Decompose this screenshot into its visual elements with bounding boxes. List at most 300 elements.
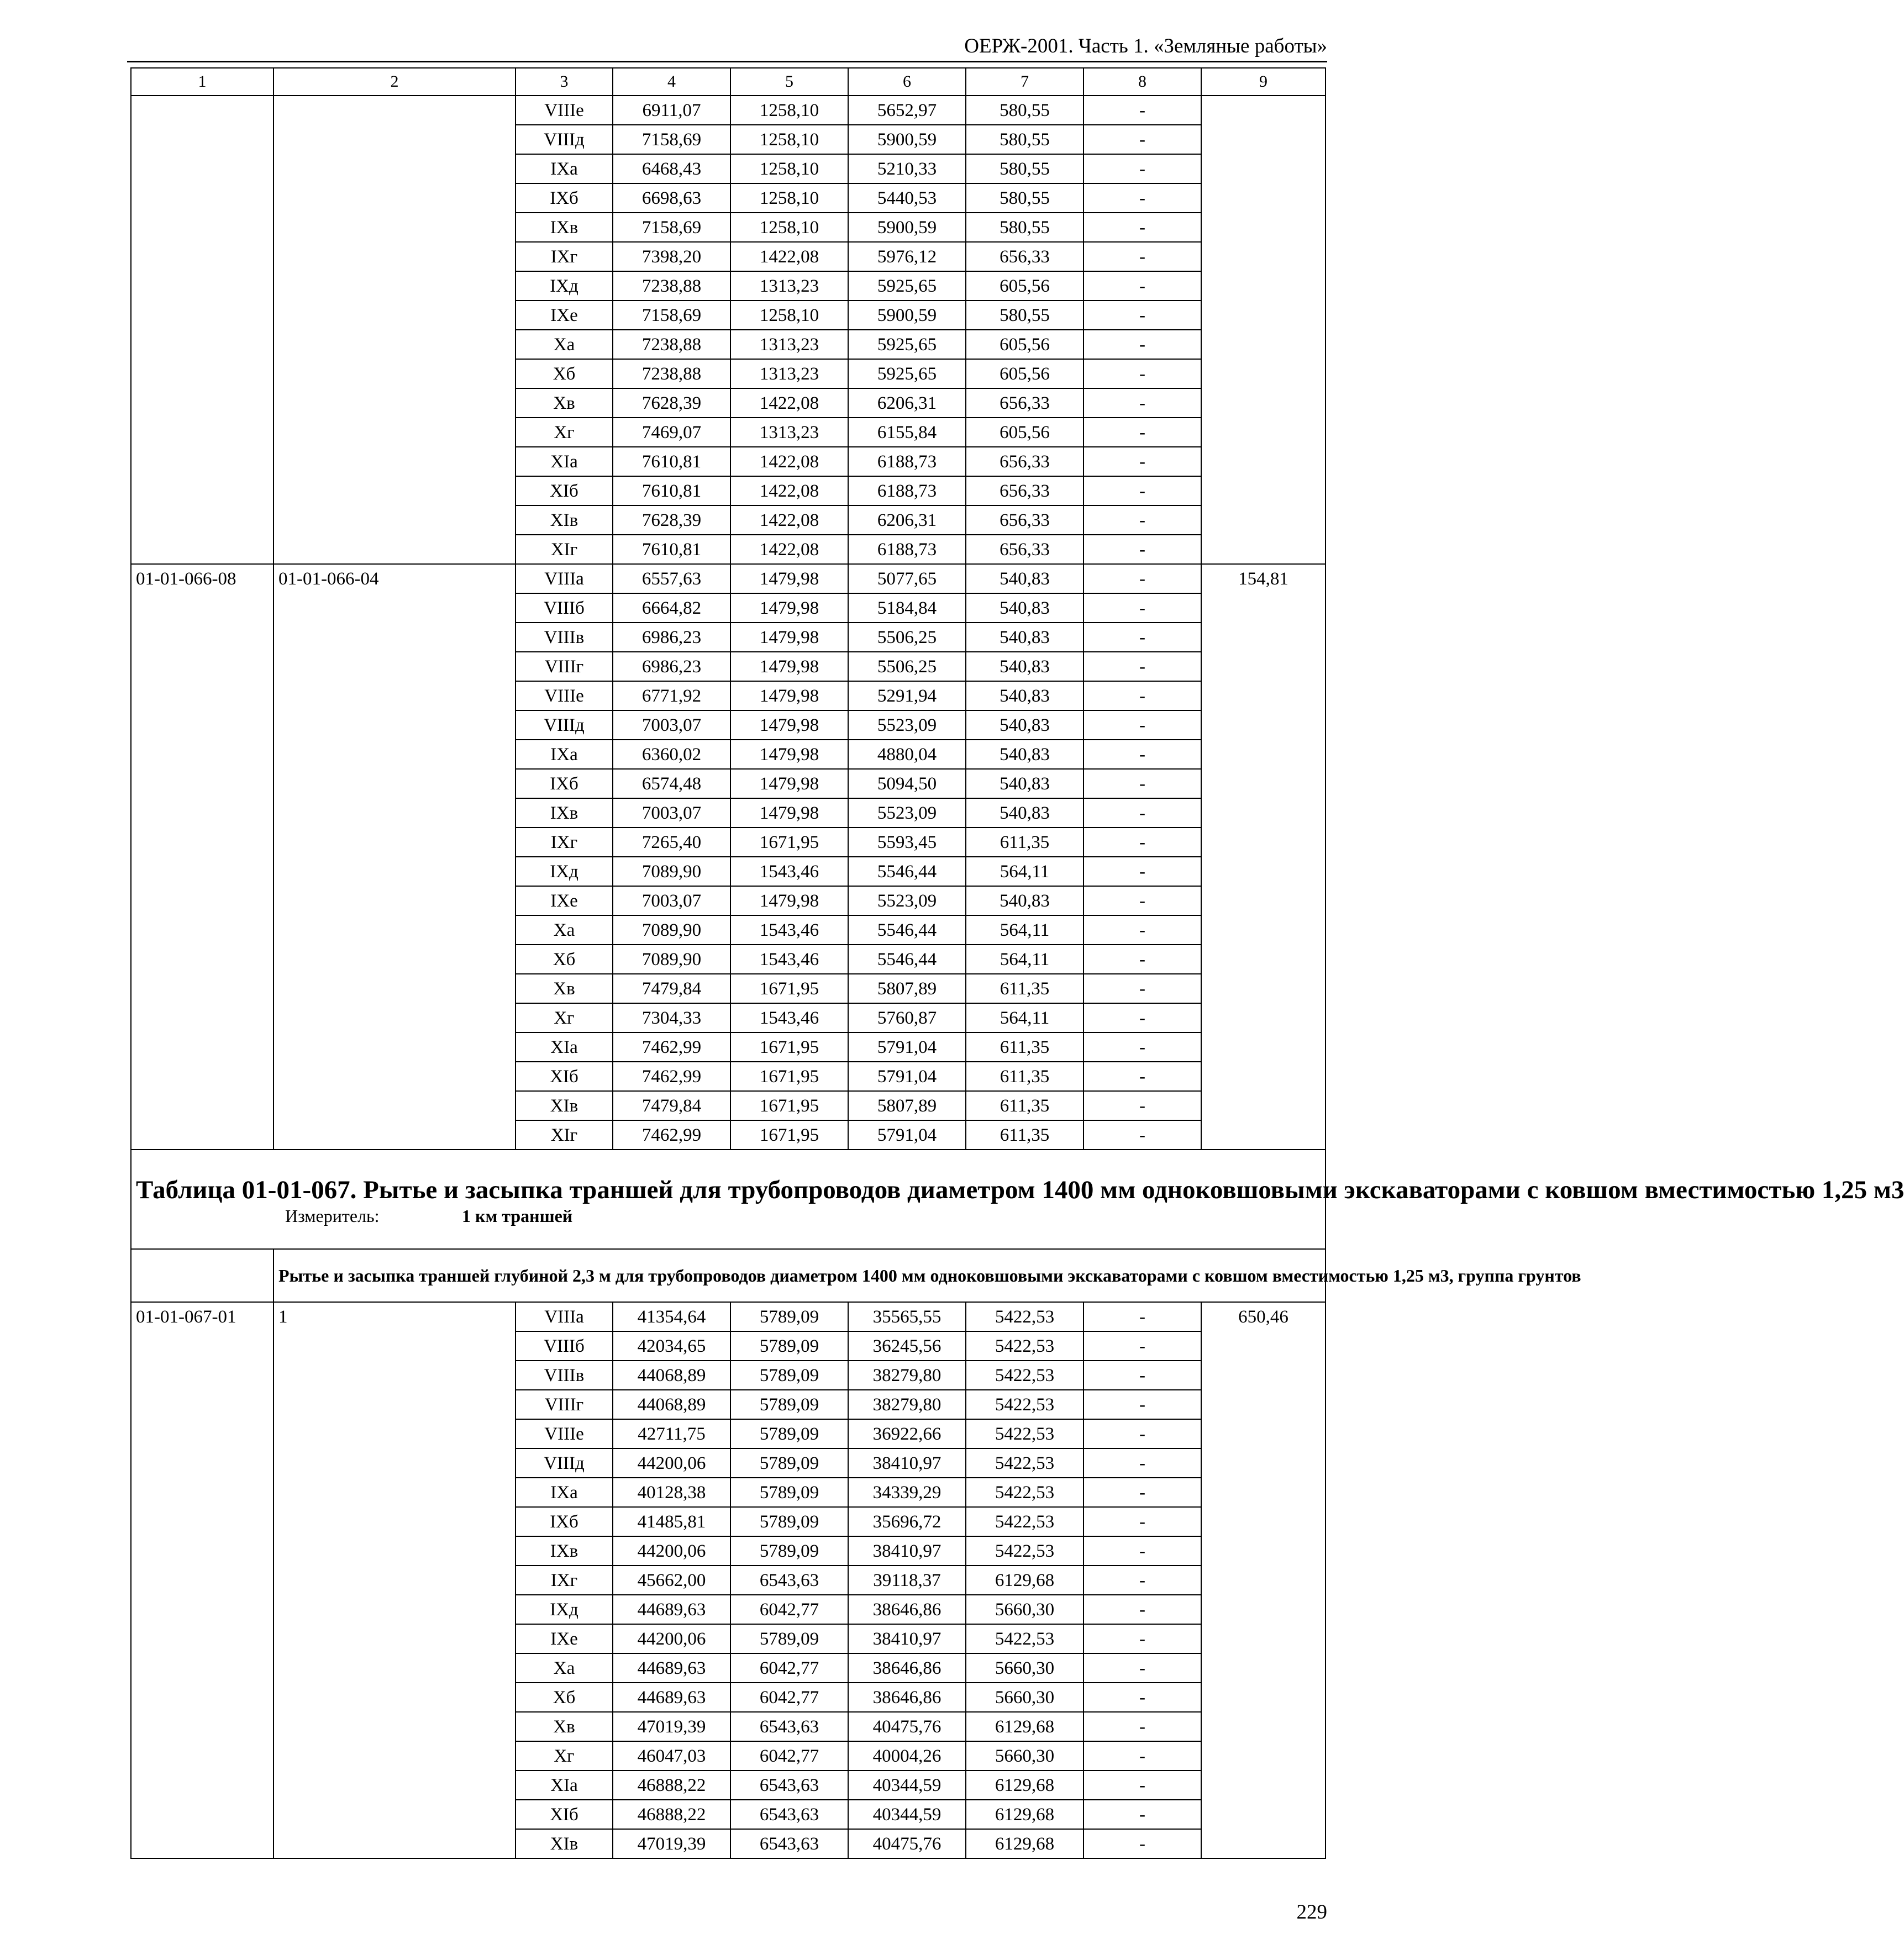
rate-code-cell (131, 623, 273, 652)
material-cost-cell: - (1084, 447, 1201, 476)
labor-cost-cell (1201, 1741, 1326, 1771)
material-cost-cell: - (1084, 1800, 1201, 1829)
direct-cost-cell: 7462,99 (613, 1062, 730, 1091)
base-code-cell (273, 213, 516, 242)
material-cost-cell: - (1084, 1478, 1201, 1507)
machinist-wage-cell: 540,83 (966, 564, 1084, 593)
machine-cost-cell: 5652,97 (848, 96, 966, 125)
base-code-cell (273, 681, 516, 710)
base-code-cell (273, 769, 516, 798)
wage-cell: 1671,95 (730, 1062, 848, 1091)
labor-cost-cell (1201, 1331, 1326, 1361)
table-row (131, 505, 1326, 535)
machinist-wage-cell: 580,55 (966, 154, 1084, 183)
base-code-cell (273, 1091, 516, 1120)
machinist-wage-cell: 5660,30 (966, 1653, 1084, 1683)
soil-group-cell: Xв (516, 974, 613, 1003)
rate-code-cell (131, 798, 273, 828)
machinist-wage-cell: 540,83 (966, 681, 1084, 710)
table-067-body (131, 1302, 1326, 1858)
material-cost-cell: - (1084, 1595, 1201, 1624)
material-cost-cell: - (1084, 418, 1201, 447)
material-cost-cell: - (1084, 1331, 1201, 1361)
labor-cost-cell (1201, 1829, 1326, 1858)
page-number: 229 (1296, 1901, 1327, 1924)
rate-code-cell (131, 447, 273, 476)
base-code-cell (273, 798, 516, 828)
machine-cost-cell: 5807,89 (848, 1091, 966, 1120)
machinist-wage-cell: 605,56 (966, 271, 1084, 301)
base-code-cell (273, 593, 516, 623)
machine-cost-cell: 5900,59 (848, 301, 966, 330)
table-row (131, 1566, 1326, 1595)
wage-cell: 1313,23 (730, 359, 848, 388)
machinist-wage-cell: 5422,53 (966, 1536, 1084, 1566)
machinist-wage-cell: 605,56 (966, 418, 1084, 447)
wage-cell: 1479,98 (730, 593, 848, 623)
wage-cell: 6042,77 (730, 1741, 848, 1771)
material-cost-cell: - (1084, 710, 1201, 740)
table-row (131, 1390, 1326, 1419)
base-code-cell: 1 (273, 1302, 516, 1331)
wage-cell: 6543,63 (730, 1829, 848, 1858)
direct-cost-cell: 7610,81 (613, 535, 730, 564)
soil-group-cell: Xа (516, 915, 613, 945)
rate-code-cell (131, 125, 273, 154)
soil-group-cell: IXб (516, 183, 613, 213)
machine-cost-cell: 40475,76 (848, 1829, 966, 1858)
soil-group-cell: VIIIе (516, 96, 613, 125)
table-067-title-row (131, 1150, 1326, 1249)
rate-code-cell (131, 96, 273, 125)
direct-cost-cell: 7469,07 (613, 418, 730, 447)
soil-group-cell: XIв (516, 1091, 613, 1120)
direct-cost-cell: 6771,92 (613, 681, 730, 710)
table-row (131, 828, 1326, 857)
machinist-wage-cell: 5660,30 (966, 1683, 1084, 1712)
rate-code-cell (131, 359, 273, 388)
base-code-cell (273, 1829, 516, 1858)
labor-cost-cell (1201, 974, 1326, 1003)
rate-code-cell (131, 1062, 273, 1091)
rate-code-cell (131, 945, 273, 974)
labor-cost-cell (1201, 1032, 1326, 1062)
wage-cell: 1479,98 (730, 623, 848, 652)
material-cost-cell: - (1084, 945, 1201, 974)
table-row (131, 1712, 1326, 1741)
wage-cell: 6543,63 (730, 1771, 848, 1800)
material-cost-cell: - (1084, 1771, 1201, 1800)
material-cost-cell: - (1084, 476, 1201, 505)
machinist-wage-cell: 564,11 (966, 945, 1084, 974)
machinist-wage-cell: 656,33 (966, 388, 1084, 418)
wage-cell: 1422,08 (730, 388, 848, 418)
labor-cost-cell (1201, 1536, 1326, 1566)
table-067-subtitle: Рытье и засыпка траншей глубиной 2,3 м для трубопроводов диаметром 1400 мм одноковшовыми экскаваторами с ковшом вместимостью 1,25 м3, группа грунтов (273, 1249, 1326, 1302)
base-code-cell (273, 740, 516, 769)
column-number: 2 (273, 68, 516, 96)
labor-cost-cell (1201, 769, 1326, 798)
labor-cost-cell (1201, 798, 1326, 828)
base-code-cell (273, 886, 516, 915)
wage-cell: 1479,98 (730, 769, 848, 798)
table-067-header (131, 1150, 1904, 1302)
table-row (131, 798, 1326, 828)
soil-group-cell: Xг (516, 418, 613, 447)
labor-cost-cell (1201, 1448, 1326, 1478)
wage-cell: 6042,77 (730, 1653, 848, 1683)
soil-group-cell: VIIIв (516, 623, 613, 652)
base-code-cell (273, 242, 516, 271)
direct-cost-cell: 47019,39 (613, 1712, 730, 1741)
machine-cost-cell: 38279,80 (848, 1390, 966, 1419)
soil-group-cell: Xг (516, 1741, 613, 1771)
labor-cost-cell (1201, 388, 1326, 418)
table-row (131, 915, 1326, 945)
soil-group-cell: IXе (516, 1624, 613, 1653)
material-cost-cell: - (1084, 652, 1201, 681)
table-row (131, 710, 1326, 740)
table-row (131, 242, 1326, 271)
base-code-cell (273, 505, 516, 535)
rate-code-cell (131, 1683, 273, 1712)
table-row (131, 1419, 1326, 1448)
soil-group-cell: IXд (516, 271, 613, 301)
material-cost-cell: - (1084, 271, 1201, 301)
table-row (131, 535, 1326, 564)
machinist-wage-cell: 5660,30 (966, 1595, 1084, 1624)
labor-cost-cell (1201, 447, 1326, 476)
table-067-title-cell (131, 1150, 1904, 1249)
column-number: 1 (131, 68, 273, 96)
soil-group-cell: IXв (516, 213, 613, 242)
material-cost-cell: - (1084, 1062, 1201, 1091)
soil-group-cell: VIIIб (516, 593, 613, 623)
material-cost-cell: - (1084, 388, 1201, 418)
wage-cell: 5789,09 (730, 1624, 848, 1653)
direct-cost-cell: 7479,84 (613, 974, 730, 1003)
rate-code-cell (131, 740, 273, 769)
direct-cost-cell: 44068,89 (613, 1361, 730, 1390)
base-code-cell (273, 1478, 516, 1507)
labor-cost-cell (1201, 886, 1326, 915)
soil-group-cell: XIб (516, 1062, 613, 1091)
material-cost-cell: - (1084, 242, 1201, 271)
table-row (131, 271, 1326, 301)
machinist-wage-cell: 580,55 (966, 183, 1084, 213)
wage-cell: 6543,63 (730, 1800, 848, 1829)
base-code-cell (273, 828, 516, 857)
machinist-wage-cell: 540,83 (966, 710, 1084, 740)
labor-cost-cell: 154,81 (1201, 564, 1326, 593)
base-code-cell (273, 1062, 516, 1091)
machine-cost-cell: 40344,59 (848, 1800, 966, 1829)
base-code-cell (273, 1390, 516, 1419)
direct-cost-cell: 7610,81 (613, 447, 730, 476)
rate-code-cell (131, 1448, 273, 1478)
wage-cell: 6543,63 (730, 1712, 848, 1741)
rate-code-cell (131, 301, 273, 330)
direct-cost-cell: 7398,20 (613, 242, 730, 271)
machinist-wage-cell: 5422,53 (966, 1302, 1084, 1331)
machine-cost-cell: 5506,25 (848, 623, 966, 652)
base-code-cell (273, 1595, 516, 1624)
direct-cost-cell: 40128,38 (613, 1478, 730, 1507)
direct-cost-cell: 6360,02 (613, 740, 730, 769)
wage-cell: 1258,10 (730, 154, 848, 183)
direct-cost-cell: 6468,43 (613, 154, 730, 183)
table-row (131, 1091, 1326, 1120)
labor-cost-cell (1201, 1091, 1326, 1120)
machinist-wage-cell: 540,83 (966, 798, 1084, 828)
material-cost-cell: - (1084, 301, 1201, 330)
soil-group-cell: VIIIе (516, 681, 613, 710)
labor-cost-cell (1201, 915, 1326, 945)
machinist-wage-cell: 5422,53 (966, 1361, 1084, 1390)
machine-cost-cell: 5440,53 (848, 183, 966, 213)
direct-cost-cell: 42034,65 (613, 1331, 730, 1361)
base-code-cell (273, 710, 516, 740)
machinist-wage-cell: 540,83 (966, 652, 1084, 681)
table-row (131, 1771, 1326, 1800)
machinist-wage-cell: 540,83 (966, 623, 1084, 652)
soil-group-cell: XIг (516, 1120, 613, 1150)
machinist-wage-cell: 5422,53 (966, 1390, 1084, 1419)
column-number: 5 (730, 68, 848, 96)
labor-cost-cell (1201, 1003, 1326, 1032)
material-cost-cell: - (1084, 1507, 1201, 1536)
soil-group-cell: Xб (516, 359, 613, 388)
base-code-cell (273, 1800, 516, 1829)
measure-value: 1 км траншей (462, 1205, 573, 1226)
rate-code-cell (131, 1120, 273, 1150)
machinist-wage-cell: 656,33 (966, 535, 1084, 564)
table-row (131, 1595, 1326, 1624)
direct-cost-cell: 44200,06 (613, 1448, 730, 1478)
direct-cost-cell: 7628,39 (613, 505, 730, 535)
header-rule (127, 61, 1327, 62)
machinist-wage-cell: 580,55 (966, 213, 1084, 242)
labor-cost-cell (1201, 828, 1326, 857)
rate-code-cell (131, 1624, 273, 1653)
machine-cost-cell: 5925,65 (848, 271, 966, 301)
soil-group-cell: IXе (516, 886, 613, 915)
rate-code-cell (131, 242, 273, 271)
labor-cost-cell (1201, 857, 1326, 886)
labor-cost-cell (1201, 710, 1326, 740)
base-code-cell (273, 125, 516, 154)
rate-code-cell (131, 886, 273, 915)
rate-code-cell (131, 271, 273, 301)
table-row (131, 1302, 1326, 1331)
column-number-row (131, 68, 1326, 96)
rate-code-cell (131, 213, 273, 242)
base-code-cell (273, 1361, 516, 1390)
base-code-cell (273, 915, 516, 945)
soil-group-cell: IXб (516, 769, 613, 798)
labor-cost-cell (1201, 242, 1326, 271)
base-code-cell (273, 945, 516, 974)
machine-cost-cell: 40004,26 (848, 1741, 966, 1771)
wage-cell: 1313,23 (730, 330, 848, 359)
rate-code-cell (131, 1595, 273, 1624)
table-row (131, 447, 1326, 476)
table-row (131, 1120, 1326, 1150)
material-cost-cell: - (1084, 330, 1201, 359)
direct-cost-cell: 42711,75 (613, 1419, 730, 1448)
labor-cost-cell (1201, 1683, 1326, 1712)
labor-cost-cell (1201, 476, 1326, 505)
machine-cost-cell: 5791,04 (848, 1062, 966, 1091)
soil-group-cell: IXе (516, 301, 613, 330)
machinist-wage-cell: 5422,53 (966, 1331, 1084, 1361)
rate-code-cell (131, 1712, 273, 1741)
base-code-cell (273, 1712, 516, 1741)
wage-cell: 1543,46 (730, 1003, 848, 1032)
rate-code-cell (131, 183, 273, 213)
soil-group-cell: VIIIг (516, 652, 613, 681)
soil-group-cell: VIIIд (516, 1448, 613, 1478)
wage-cell: 1422,08 (730, 505, 848, 535)
table-row (131, 476, 1326, 505)
table-row (131, 1829, 1326, 1858)
table-row (131, 1003, 1326, 1032)
table-row (131, 564, 1326, 593)
labor-cost-cell (1201, 154, 1326, 183)
wage-cell: 1479,98 (730, 886, 848, 915)
soil-group-cell: VIIIг (516, 1390, 613, 1419)
base-code-cell (273, 1120, 516, 1150)
base-code-cell (273, 1624, 516, 1653)
rate-code-cell (131, 1419, 273, 1448)
table-row (131, 1683, 1326, 1712)
machinist-wage-cell: 611,35 (966, 1062, 1084, 1091)
rate-code-cell: 01-01-066-08 (131, 564, 273, 593)
material-cost-cell: - (1084, 183, 1201, 213)
direct-cost-cell: 7238,88 (613, 330, 730, 359)
material-cost-cell: - (1084, 564, 1201, 593)
base-code-cell (273, 1566, 516, 1595)
machine-cost-cell: 5807,89 (848, 974, 966, 1003)
machine-cost-cell: 5523,09 (848, 886, 966, 915)
soil-group-cell: IXд (516, 857, 613, 886)
direct-cost-cell: 6911,07 (613, 96, 730, 125)
machine-cost-cell: 38410,97 (848, 1448, 966, 1478)
soil-group-cell: VIIIд (516, 125, 613, 154)
direct-cost-cell: 6986,23 (613, 623, 730, 652)
base-code-cell (273, 1683, 516, 1712)
material-cost-cell: - (1084, 1712, 1201, 1741)
wage-cell: 1479,98 (730, 710, 848, 740)
labor-cost-cell (1201, 1595, 1326, 1624)
wage-cell: 1258,10 (730, 183, 848, 213)
machine-cost-cell: 5925,65 (848, 330, 966, 359)
direct-cost-cell: 7238,88 (613, 271, 730, 301)
labor-cost-cell (1201, 213, 1326, 242)
material-cost-cell: - (1084, 593, 1201, 623)
direct-cost-cell: 6557,63 (613, 564, 730, 593)
labor-cost-cell (1201, 1361, 1326, 1390)
table-row (131, 359, 1326, 388)
machine-cost-cell: 38646,86 (848, 1683, 966, 1712)
table-row (131, 1032, 1326, 1062)
material-cost-cell: - (1084, 1032, 1201, 1062)
wage-cell: 5789,09 (730, 1478, 848, 1507)
wage-cell: 1313,23 (730, 418, 848, 447)
soil-group-cell: VIIIб (516, 1331, 613, 1361)
soil-group-cell: Xг (516, 1003, 613, 1032)
machinist-wage-cell: 656,33 (966, 447, 1084, 476)
labor-cost-cell (1201, 330, 1326, 359)
labor-cost-cell (1201, 359, 1326, 388)
direct-cost-cell: 7003,07 (613, 886, 730, 915)
machinist-wage-cell: 611,35 (966, 1091, 1084, 1120)
rate-code-cell (131, 154, 273, 183)
base-code-cell (273, 857, 516, 886)
machine-cost-cell: 38410,97 (848, 1536, 966, 1566)
direct-cost-cell: 41485,81 (613, 1507, 730, 1536)
wage-cell: 5789,09 (730, 1331, 848, 1361)
direct-cost-cell: 7479,84 (613, 1091, 730, 1120)
direct-cost-cell: 6986,23 (613, 652, 730, 681)
soil-group-cell: VIIIа (516, 1302, 613, 1331)
machinist-wage-cell: 5422,53 (966, 1448, 1084, 1478)
rate-code-cell (131, 1003, 273, 1032)
material-cost-cell: - (1084, 1003, 1201, 1032)
direct-cost-cell: 7462,99 (613, 1032, 730, 1062)
machine-cost-cell: 38646,86 (848, 1595, 966, 1624)
rate-code-cell (131, 974, 273, 1003)
wage-cell: 1258,10 (730, 213, 848, 242)
rate-code-cell (131, 330, 273, 359)
material-cost-cell: - (1084, 740, 1201, 769)
labor-cost-cell (1201, 1390, 1326, 1419)
material-cost-cell: - (1084, 1683, 1201, 1712)
soil-group-cell: VIIIд (516, 710, 613, 740)
labor-cost-cell (1201, 1120, 1326, 1150)
wage-cell: 1422,08 (730, 476, 848, 505)
rate-code-cell (131, 710, 273, 740)
wage-cell: 1422,08 (730, 535, 848, 564)
soil-group-cell: VIIIе (516, 1419, 613, 1448)
base-code-cell: 01-01-066-04 (273, 564, 516, 593)
soil-group-cell: XIа (516, 447, 613, 476)
material-cost-cell: - (1084, 1390, 1201, 1419)
wage-cell: 5789,09 (730, 1361, 848, 1390)
base-code-cell (273, 271, 516, 301)
wage-cell: 6543,63 (730, 1566, 848, 1595)
base-code-cell (273, 96, 516, 125)
direct-cost-cell: 7089,90 (613, 945, 730, 974)
rate-code-cell (131, 418, 273, 447)
rate-code-cell (131, 1331, 273, 1361)
rate-code-cell (131, 1091, 273, 1120)
wage-cell: 1671,95 (730, 1120, 848, 1150)
base-code-cell (273, 1448, 516, 1478)
machine-cost-cell: 5210,33 (848, 154, 966, 183)
soil-group-cell: IXг (516, 242, 613, 271)
column-number: 8 (1084, 68, 1201, 96)
wage-cell: 1422,08 (730, 447, 848, 476)
soil-group-cell: IXв (516, 798, 613, 828)
base-code-cell (273, 1032, 516, 1062)
machinist-wage-cell: 605,56 (966, 330, 1084, 359)
machine-cost-cell: 5900,59 (848, 213, 966, 242)
material-cost-cell: - (1084, 154, 1201, 183)
table-row (131, 1448, 1326, 1478)
machine-cost-cell: 35696,72 (848, 1507, 966, 1536)
labor-cost-cell (1201, 1771, 1326, 1800)
